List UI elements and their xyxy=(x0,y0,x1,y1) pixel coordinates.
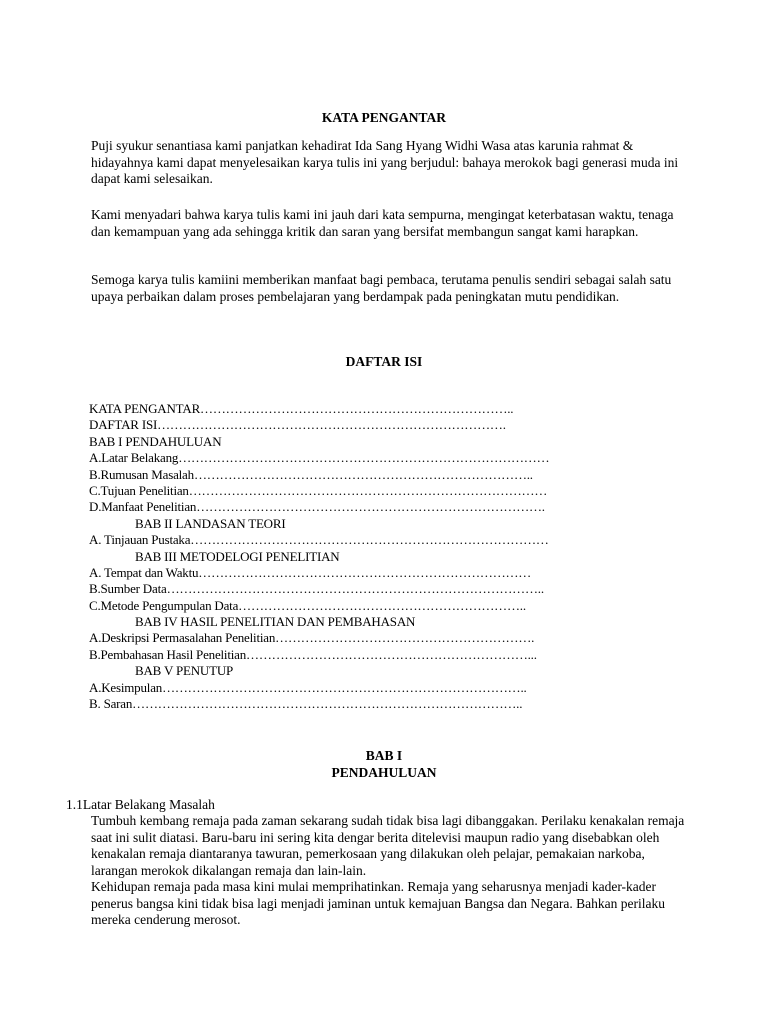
kata-pengantar-paragraph-2: Kami menyadari bahwa karya tulis kami ini jauh dari kata sempurna, mengingat keterbatasan waktu, tenaga dan kemampuan yang ada sehingga kritik dan saran yang bersifat membangun sangat kami harapkan. xyxy=(91,207,674,239)
toc-entry: B.Sumber Data…………………………………………………………………………….. xyxy=(89,581,544,597)
toc-entry: DAFTAR ISI………………………………………………………………………. xyxy=(89,417,506,433)
toc-chapter: BAB I PENDAHULUAN xyxy=(89,433,222,449)
kata-pengantar-paragraph-1: Puji syukur senantiasa kami panjatkan kehadirat Ida Sang Hyang Widhi Wasa atas karunia rahmat & hidayahnya kami dapat menyelesaikan karya tulis ini yang berjudul: bahaya merokok bagi generasi muda ini dapat kami selesaikan. xyxy=(91,138,679,186)
toc-entry: C.Tujuan Penelitian………………………………………………………………………… xyxy=(89,482,548,498)
toc-entry: A. Tinjauan Pustaka………………………………………………………………………… xyxy=(89,532,549,548)
toc-entry: B.Rumusan Masalah…………………………………………………………………….. xyxy=(89,466,533,482)
toc-chapter: BAB V PENUTUP xyxy=(135,663,234,679)
bab1-heading-number: BAB I xyxy=(365,748,403,763)
bab1-paragraph-2: Kehidupan remaja pada masa kini mulai memprihatinkan. Remaja yang seharusnya menjadi kader-kader penerus bangsa kini tidak bisa lagi menjadi jaminan untuk kemajuan Bangsa dan Negara. Bahkan perilaku mereka cenderung merosot. xyxy=(91,879,665,927)
toc-entry: D.Manfaat Penelitian………………………………………………………………………. xyxy=(89,499,545,515)
bab1-heading-title: PENDAHULUAN xyxy=(331,765,437,780)
toc-entry: A.Kesimpulan………………………………………………………………………….. xyxy=(89,679,527,695)
kata-pengantar-heading: KATA PENGANTAR xyxy=(321,110,447,125)
toc-chapter: BAB III METODELOGI PENELITIAN xyxy=(135,548,340,564)
section-title: 1.1Latar Belakang Masalah xyxy=(66,797,215,812)
daftar-isi-heading: DAFTAR ISI xyxy=(345,354,423,369)
bab1-paragraph-1: Tumbuh kembang remaja pada zaman sekarang sudah tidak bisa lagi dibanggakan. Perilaku kenakalan remaja saat ini sulit diatasi. Baru-baru ini sering kita dengar berita ditelevisi maupun radio yang disebabkan oleh kenakalan remaja diantaranya tawuran, pemerkosaan yang dilakukan oleh pelajar, pemakaian narkoba, larangan merokok dikalangan remaja dan lain-lain. xyxy=(91,813,685,878)
toc-entry: A.Deskripsi Permasalahan Penelitian……………………………………………………. xyxy=(89,630,535,646)
kata-pengantar-paragraph-3: Semoga karya tulis kamiini memberikan manfaat bagi pembaca, terutama penulis sendiri sebagai salah satu upaya perbaikan dalam proses pembelajaran yang berdampak pada peningkatan mutu pendidikan. xyxy=(91,272,672,304)
toc-chapter: BAB II LANDASAN TEORI xyxy=(135,515,286,531)
toc-entry: A. Tempat dan Waktu…………………………………………………………………… xyxy=(89,564,532,580)
toc-entry: B.Pembahasan Hasil Penelitian…………………………………………………………... xyxy=(89,646,537,662)
table-of-contents xyxy=(89,401,709,712)
toc-entry: KATA PENGANTAR……………………………………………………………….. xyxy=(89,401,514,416)
toc-chapter: BAB IV HASIL PENELITIAN DAN PEMBAHASAN xyxy=(135,614,416,630)
toc-entry: C.Metode Pengumpulan Data………………………………………………………….. xyxy=(89,597,526,613)
toc-entry: A.Latar Belakang…………………………………………………………………………… xyxy=(89,450,550,466)
toc-entry: B. Saran……………………………………………………………………………….. xyxy=(89,696,523,712)
